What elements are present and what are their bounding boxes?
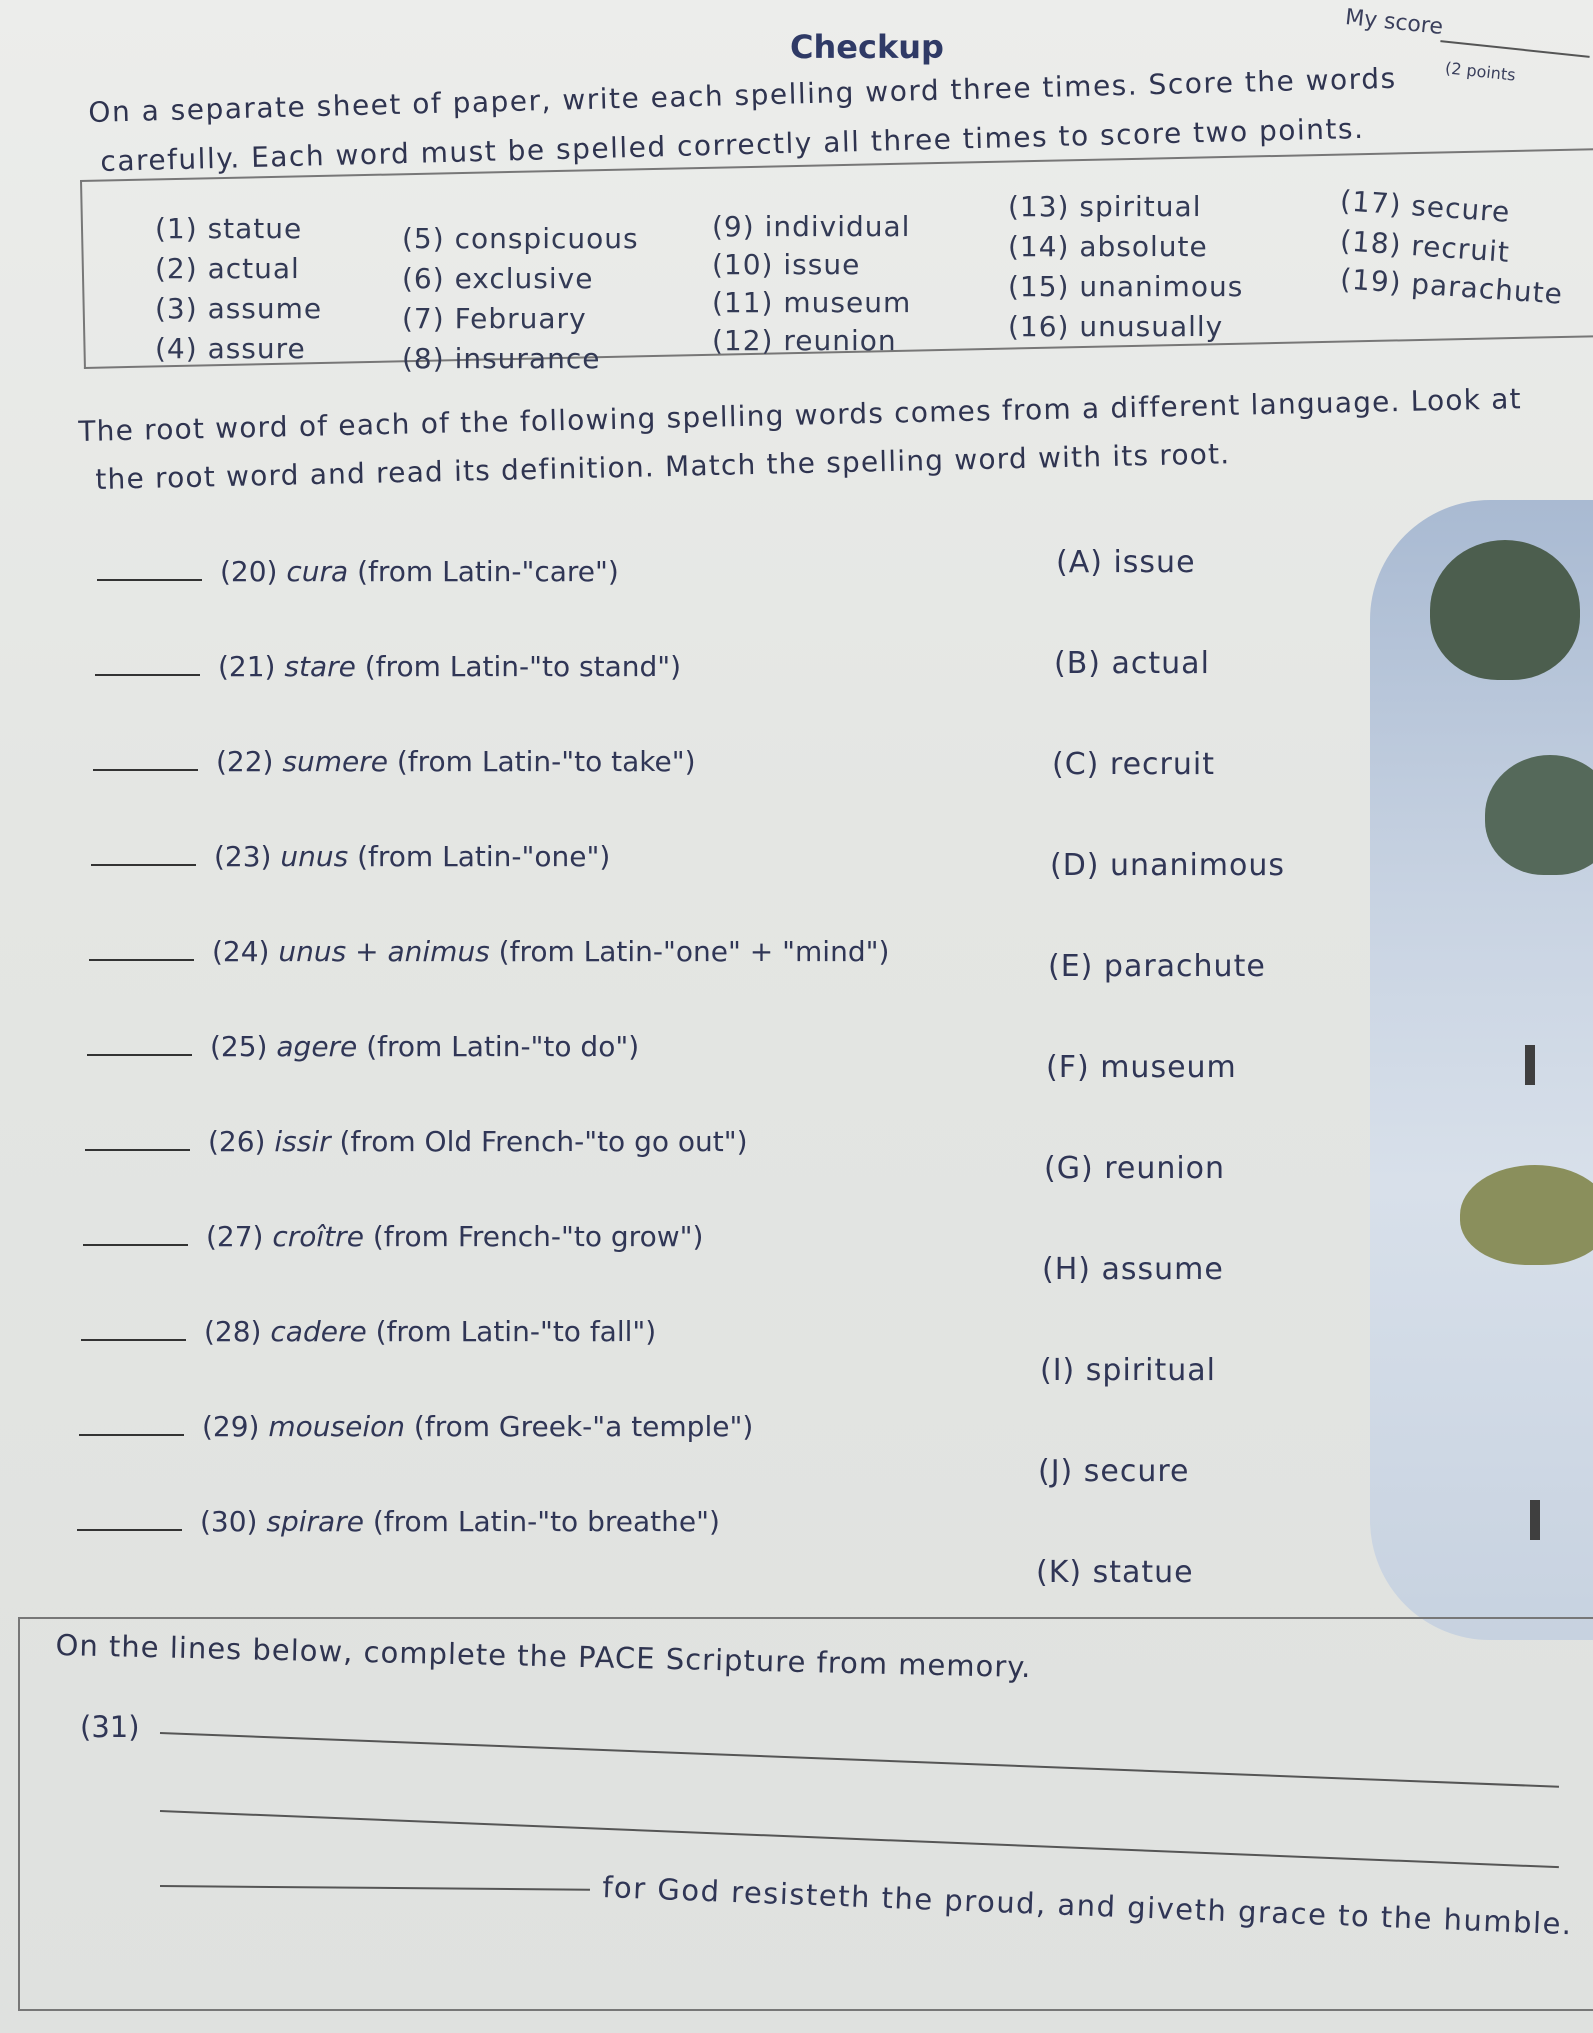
root-word: stare <box>284 650 356 683</box>
root-word: unus + animus <box>278 935 490 968</box>
spelling-word: (3) assume <box>155 292 323 325</box>
root-word: mouseion <box>268 1410 406 1443</box>
spelling-word: (18) recruit <box>1339 224 1511 269</box>
my-score-label: My score <box>1343 4 1445 41</box>
spelling-word: (10) issue <box>712 248 861 281</box>
root-definition: (from Latin-"to take") <box>387 745 696 778</box>
spelling-word: (13) spiritual <box>1008 190 1202 223</box>
answer-blank[interactable] <box>95 674 200 676</box>
spelling-word: (12) reunion <box>712 324 897 357</box>
scripture-prompt: On the lines below, complete the PACE Scripture from memory. <box>55 1628 1032 1685</box>
matching-intro-line-1: The root word of each of the following spelling words comes from a different language. Look at <box>78 382 1523 448</box>
root-definition: (from Greek-"a temple") <box>405 1410 754 1443</box>
matching-intro-line-2: the root word and read its definition. Match the spelling word with its root. <box>95 437 1231 496</box>
matching-item <box>95 650 681 683</box>
instructions-line-2: carefully. Each word must be spelled correctly all three times to score two points. <box>100 111 1365 178</box>
spelling-word: (1) statue <box>155 212 303 245</box>
item-number: (28) <box>204 1315 271 1348</box>
item-number: (25) <box>210 1030 277 1063</box>
spelling-word: (7) February <box>402 302 587 335</box>
root-word: sumere <box>282 745 388 778</box>
item-number: (23) <box>214 840 281 873</box>
matching-item <box>93 745 696 778</box>
root-word: agere <box>276 1030 358 1063</box>
root-definition: (from Latin-"to stand") <box>355 650 682 683</box>
spelling-word: (5) conspicuous <box>402 222 639 255</box>
answer-blank[interactable] <box>83 1244 188 1246</box>
answer-option: (E) parachute <box>1048 949 1266 984</box>
answer-option: (H) assume <box>1042 1252 1224 1287</box>
instructions-line-1: On a separate sheet of paper, write each spelling word three times. Score the words <box>88 61 1397 129</box>
spelling-word: (11) museum <box>712 286 912 319</box>
item-number: (24) <box>212 935 279 968</box>
answer-blank[interactable] <box>87 1054 192 1056</box>
scripture-number: (31) <box>80 1710 140 1744</box>
root-definition: (from French-"to grow") <box>363 1220 704 1253</box>
item-number: (26) <box>208 1125 275 1158</box>
matching-item <box>97 555 619 588</box>
answer-option: (G) reunion <box>1044 1151 1226 1186</box>
answer-option: (C) recruit <box>1052 747 1215 782</box>
parachute-photo <box>1370 500 1593 1640</box>
root-definition: (from Latin-"to breathe") <box>363 1505 720 1538</box>
item-number: (27) <box>206 1220 273 1253</box>
spelling-word: (16) unusually <box>1008 310 1224 343</box>
matching-item <box>77 1505 720 1538</box>
matching-item <box>89 935 889 968</box>
root-definition: (from Latin-"one") <box>348 840 611 873</box>
answer-option: (I) spiritual <box>1040 1353 1216 1388</box>
answer-option: (A) issue <box>1056 545 1196 580</box>
matching-item <box>87 1030 639 1063</box>
root-word: spirare <box>266 1505 364 1538</box>
answer-option: (B) actual <box>1054 646 1210 681</box>
answer-blank[interactable] <box>79 1434 184 1436</box>
root-definition: (from Latin-"one" + "mind") <box>489 935 890 968</box>
item-number: (21) <box>218 650 285 683</box>
root-definition: (from Old French-"to go out") <box>330 1125 748 1158</box>
root-word: issir <box>274 1125 331 1158</box>
root-word: cadere <box>270 1315 367 1348</box>
matching-item <box>81 1315 656 1348</box>
spelling-word: (17) secure <box>1339 184 1512 229</box>
answer-blank[interactable] <box>93 769 198 771</box>
scripture-ending: for God resisteth the proud, and giveth grace to the humble. <box>601 1870 1574 1942</box>
spelling-word: (4) assure <box>155 332 306 365</box>
matching-item <box>85 1125 748 1158</box>
answer-blank[interactable] <box>97 579 202 581</box>
item-number: (20) <box>220 555 287 588</box>
matching-item <box>79 1410 753 1443</box>
score-blank[interactable] <box>1440 40 1589 58</box>
answer-option: (J) secure <box>1038 1454 1190 1489</box>
matching-item <box>91 840 610 873</box>
root-word: unus <box>280 840 349 873</box>
root-word: croître <box>272 1220 364 1253</box>
root-definition: (from Latin-"to fall") <box>366 1315 657 1348</box>
answer-blank[interactable] <box>85 1149 190 1151</box>
matching-item <box>83 1220 703 1253</box>
root-definition: (from Latin-"care") <box>348 555 619 588</box>
answer-option: (D) unanimous <box>1050 848 1286 883</box>
page-title: Checkup <box>790 28 944 66</box>
answer-option: (K) statue <box>1036 1555 1194 1590</box>
spelling-word: (19) parachute <box>1339 262 1564 311</box>
spelling-word: (15) unanimous <box>1008 270 1244 303</box>
spelling-word: (6) exclusive <box>402 262 594 295</box>
item-number: (29) <box>202 1410 269 1443</box>
spelling-word: (8) insurance <box>402 342 601 375</box>
item-number: (22) <box>216 745 283 778</box>
answer-blank[interactable] <box>89 959 194 961</box>
answer-blank[interactable] <box>81 1339 186 1341</box>
answer-blank[interactable] <box>77 1529 182 1531</box>
answer-blank[interactable] <box>91 864 196 866</box>
item-number: (30) <box>200 1505 267 1538</box>
answer-option: (F) museum <box>1046 1050 1237 1085</box>
root-word: cura <box>286 555 349 588</box>
points-note: (2 points <box>1444 58 1517 85</box>
spelling-word: (2) actual <box>155 252 300 285</box>
root-definition: (from Latin-"to do") <box>357 1030 640 1063</box>
spelling-word: (14) absolute <box>1008 230 1208 263</box>
spelling-word: (9) individual <box>712 210 911 243</box>
